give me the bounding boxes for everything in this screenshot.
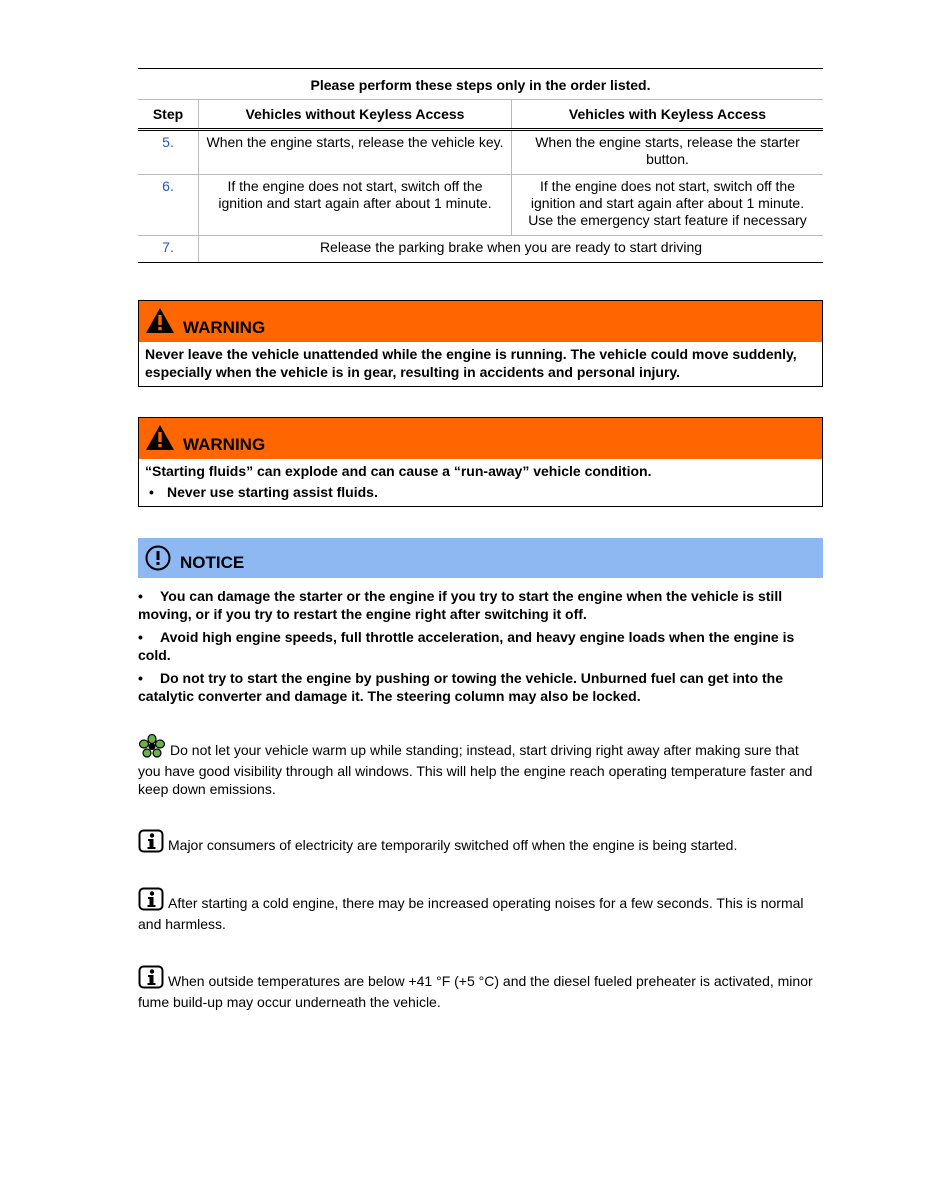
info-note [138, 829, 823, 857]
step-number: 7. [138, 236, 199, 263]
header-step: Step [138, 100, 199, 130]
table-row [138, 130, 823, 175]
environment-tip [138, 734, 823, 798]
info-note-text: Major consumers of electricity are temporarily switched off when the engine is being started. [168, 837, 738, 853]
info-note [138, 887, 823, 933]
notice-title: NOTICE [180, 553, 245, 572]
step-number: 6. [138, 175, 199, 236]
list-item: • You can damage the starter or the engine if you try to start the engine when the vehicle is still moving, or if you try to restart the engine right after switching it off. [138, 588, 783, 622]
steps-table [138, 68, 823, 263]
step-with-keyless: If the engine does not start, switch off the ignition and start again after about 1 minute. Use the emergency start feature if necessary [512, 175, 824, 236]
warning-bullet: • Never use starting assist fluids. [145, 483, 816, 501]
page-content [138, 68, 823, 1011]
warning-header [139, 418, 822, 459]
table-caption-row [138, 69, 823, 100]
warning-box [138, 300, 823, 387]
flower-icon [138, 734, 166, 762]
warning-body [139, 459, 822, 506]
step-merged: Release the parking brake when you are ready to start driving [199, 236, 824, 263]
table-row [138, 175, 823, 236]
info-note [138, 965, 823, 1011]
table-row [138, 236, 823, 263]
info-icon [138, 965, 164, 993]
notice-list [138, 587, 823, 705]
step-with-keyless: When the engine starts, release the starter button. [512, 130, 824, 175]
notice-item-text: Avoid high engine speeds, full throttle acceleration, and heavy engine loads when the engine is cold. [138, 629, 795, 663]
list-item: • Do not try to start the engine by pushing or towing the vehicle. Unburned fuel can get into the catalytic converter and damage it. The steering column may also be locked. [138, 670, 784, 704]
info-note-text: After starting a cold engine, there may be increased operating noises for a few seconds. This is normal and harmless. [138, 895, 804, 932]
step-without-keyless: If the engine does not start, switch off the ignition and start again after about 1 minute. [199, 175, 512, 236]
environment-tip-text: Do not let your vehicle warm up while standing; instead, start driving right away after making sure that you have good visibility through all windows. This will help the engine reach operating temperature faster and keep down emissions. [138, 742, 813, 797]
header-with-keyless: Vehicles with Keyless Access [512, 100, 824, 130]
info-note-text: When outside temperatures are below +41 °F (+5 °C) and the diesel fueled preheater is activated, minor fume build-up may occur underneath the vehicle. [138, 973, 813, 1010]
info-icon [138, 829, 164, 857]
notice-item-text: You can damage the starter or the engine if you try to start the engine when the vehicle is still moving, or if you try to restart the engine right after switching it off. [138, 588, 783, 622]
table-caption: Please perform these steps only in the order listed. [138, 69, 823, 100]
info-icon [138, 887, 164, 915]
warning-text: Never leave the vehicle unattended while the engine is running. The vehicle could move suddenly, especially when the vehicle is in gear, resulting in accidents and personal injury. [145, 346, 797, 380]
step-without-keyless: When the engine starts, release the vehicle key. [199, 130, 512, 175]
header-without-keyless: Vehicles without Keyless Access [199, 100, 512, 130]
notice-header [138, 538, 823, 578]
exclamation-circle-icon [144, 544, 172, 575]
warning-title: WARNING [183, 318, 266, 337]
warning-triangle-icon [145, 307, 175, 337]
notice-item-text: Do not try to start the engine by pushing or towing the vehicle. Unburned fuel can get into the catalytic converter and damage it. The steering column may also be locked. [138, 670, 784, 704]
table-header-row [138, 100, 823, 130]
warning-title: WARNING [183, 435, 266, 454]
list-item: • Avoid high engine speeds, full throttle acceleration, and heavy engine loads when the engine is cold. [138, 629, 795, 663]
warning-box [138, 417, 823, 507]
warning-header [139, 301, 822, 342]
step-number: 5. [138, 130, 199, 175]
warning-text: “Starting fluids” can explode and can cause a “run-away” vehicle condition. [145, 463, 652, 479]
warning-triangle-icon [145, 424, 175, 454]
